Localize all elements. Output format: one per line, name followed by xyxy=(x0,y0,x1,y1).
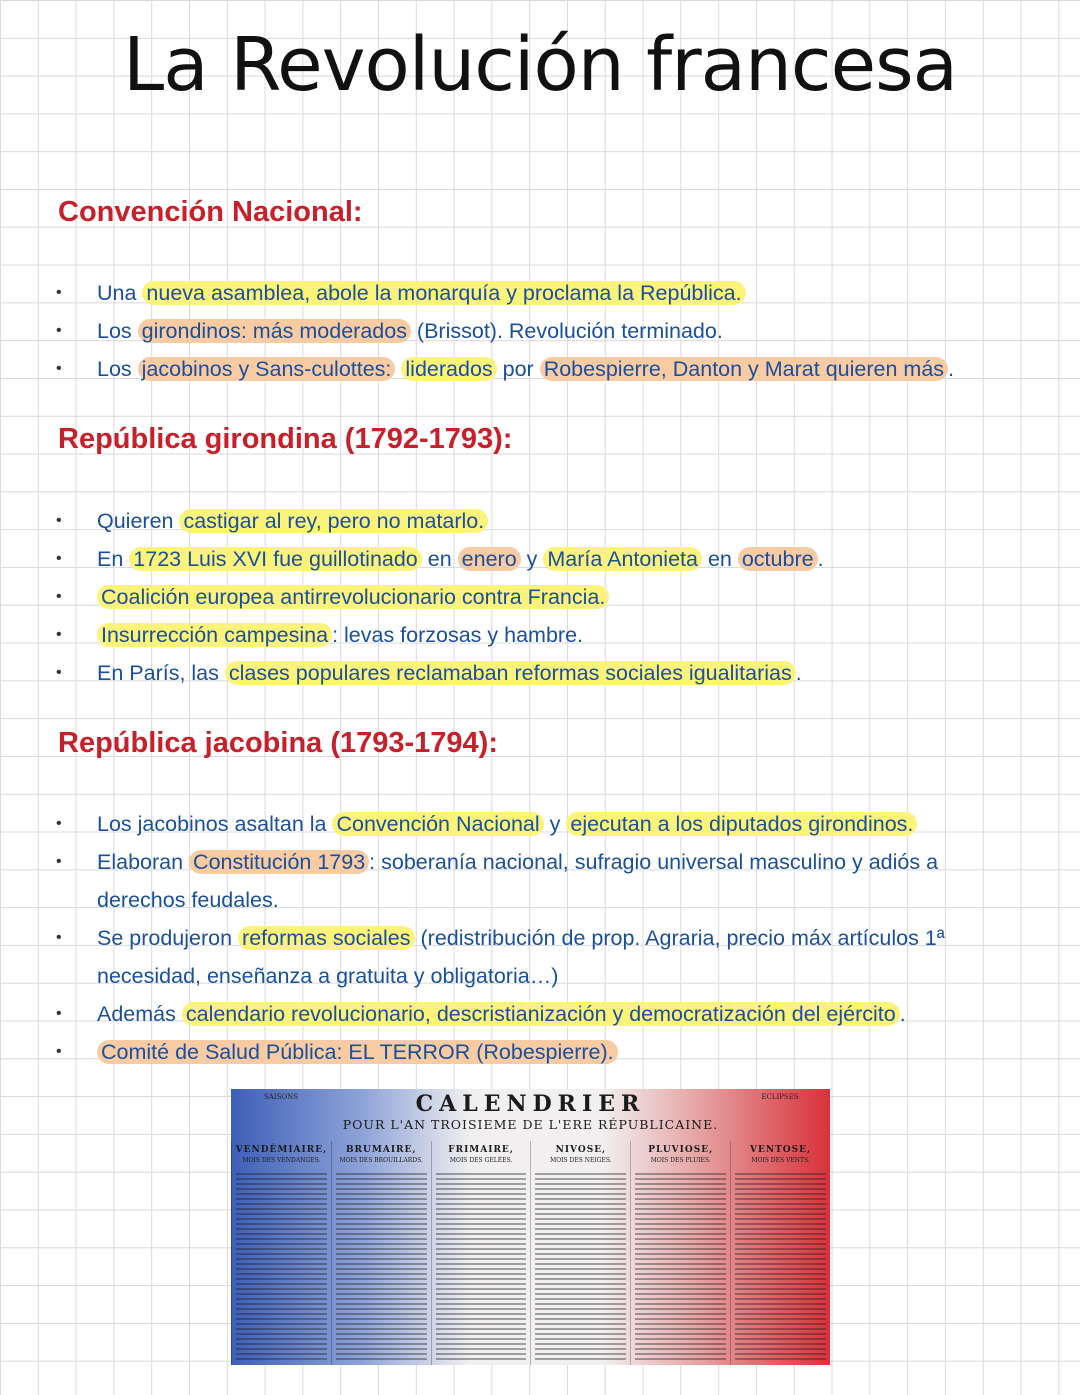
highlighted-text: reformas sociales xyxy=(238,926,414,950)
highlighted-text: Convención Nacional xyxy=(332,812,543,836)
calendar-right-label: ECLIPSES xyxy=(761,1093,799,1101)
text-segment: Elaboran xyxy=(97,850,190,874)
calendar-month-subtitle: MOIS DES GELÉES. xyxy=(449,1157,513,1164)
list-item xyxy=(0,540,1080,578)
calendar-day-lines xyxy=(436,1173,527,1361)
text-segment: En París, las xyxy=(97,661,225,685)
section-heading: Convención Nacional: xyxy=(58,196,363,228)
calendar-month-name: VENDÉMIAIRE, xyxy=(235,1145,328,1155)
list-item xyxy=(0,919,1080,995)
highlighted-text: Coalición europea antirrevolucionario contra Francia. xyxy=(97,585,609,609)
calendar-month-name: VENTOSE, xyxy=(750,1145,812,1155)
list-item xyxy=(0,805,1080,843)
highlighted-text: Constitución 1793 xyxy=(189,850,369,874)
calendar-subtitle: POUR L'AN TROISIEME DE L'ERE RÉPUBLICAINE. xyxy=(342,1117,719,1132)
calendar-month-column xyxy=(630,1141,730,1365)
highlighted-text: clases populares reclamaban reformas sociales igualitarias xyxy=(225,661,796,685)
text-segment: en xyxy=(421,547,458,571)
text-segment: . xyxy=(948,357,955,381)
list-item xyxy=(0,578,1080,616)
text-segment: y xyxy=(520,547,544,571)
highlighted-text: octubre xyxy=(738,547,818,571)
text-segment: Una xyxy=(97,281,143,305)
list-item xyxy=(0,654,1080,692)
text-segment: (redistribución de prop. Agraria, precio máx artículos 1ª necesidad, enseñanza a gratuita y obligatoria…) xyxy=(97,926,945,988)
list-item xyxy=(0,995,1080,1033)
calendar-month-name: FRIMAIRE, xyxy=(448,1145,514,1155)
text-segment: . xyxy=(795,661,802,685)
list-item xyxy=(0,1033,1080,1071)
calendar-day-lines xyxy=(236,1173,327,1361)
highlighted-text: calendario revolucionario, descristianización y democratización del ejército xyxy=(182,1002,900,1026)
section-heading: República jacobina (1793-1794): xyxy=(58,727,498,759)
calendar-day-lines xyxy=(336,1173,427,1361)
text-segment: (Brissot). Revolución terminado. xyxy=(410,319,723,343)
highlighted-text: Comité de Salud Pública: EL TERROR (Robespierre). xyxy=(97,1040,618,1064)
text-segment: : levas forzosas y hambre. xyxy=(332,623,583,647)
revolutionary-calendar-image xyxy=(231,1089,830,1365)
calendar-day-lines xyxy=(635,1173,726,1361)
calendar-month-subtitle: MOIS DES NEIGES. xyxy=(550,1157,612,1164)
text-segment: en xyxy=(701,547,738,571)
highlighted-text: nueva asamblea, abole la monarquía y proclama la República. xyxy=(142,281,745,305)
list-item xyxy=(0,312,1080,350)
calendar-month-column xyxy=(730,1141,830,1365)
calendar-left-label: SAISONS xyxy=(263,1093,299,1101)
highlighted-text: Robespierre, Danton y Marat quieren más xyxy=(540,357,948,381)
text-segment: Además xyxy=(97,1002,182,1026)
highlighted-text: Insurrección campesina xyxy=(97,623,332,647)
text-segment: . xyxy=(899,1002,906,1026)
highlighted-text: ejecutan a los diputados girondinos. xyxy=(566,812,917,836)
page-title: La Revolución francesa xyxy=(122,22,958,108)
calendar-month-subtitle: MOIS DES BROUILLARDS. xyxy=(339,1157,423,1164)
text-segment: Los xyxy=(97,357,138,381)
bullet-list xyxy=(0,805,1080,1071)
highlighted-text: enero xyxy=(458,547,521,571)
calendar-month-column xyxy=(530,1141,630,1365)
text-segment: Se produjeron xyxy=(97,926,239,950)
text-segment: Los xyxy=(97,319,138,343)
section-heading: República girondina (1792-1793): xyxy=(58,423,513,455)
text-segment: por xyxy=(496,357,540,381)
list-item xyxy=(0,843,1080,919)
text-segment: y xyxy=(543,812,567,836)
list-item xyxy=(0,274,1080,312)
highlighted-text: liderados xyxy=(401,357,496,381)
text-segment: : soberanía nacional, sufragio universal masculino y adiós a derechos feudales. xyxy=(97,850,939,912)
bullet-list xyxy=(0,502,1080,692)
bullet-list xyxy=(0,274,1080,388)
calendar-months xyxy=(231,1141,830,1365)
list-item xyxy=(0,350,1080,388)
highlighted-text: jacobinos y Sans-culottes: xyxy=(138,357,396,381)
calendar-month-subtitle: MOIS DES PLUIES. xyxy=(650,1157,711,1164)
highlighted-text: castigar al rey, pero no matarlo. xyxy=(179,509,488,533)
text-segment: . xyxy=(817,547,824,571)
list-item xyxy=(0,502,1080,540)
calendar-month-subtitle: MOIS DES VENTS. xyxy=(751,1157,810,1164)
calendar-month-column xyxy=(231,1141,331,1365)
text-segment: Quieren xyxy=(97,509,180,533)
text-segment: En xyxy=(97,547,130,571)
calendar-title: CALENDRIER xyxy=(415,1091,646,1117)
calendar-month-column xyxy=(331,1141,431,1365)
highlighted-text: María Antonieta xyxy=(543,547,702,571)
highlighted-text: girondinos: más moderados xyxy=(138,319,411,343)
calendar-day-lines xyxy=(735,1173,826,1361)
calendar-month-name: NIVOSE, xyxy=(555,1145,607,1155)
calendar-month-subtitle: MOIS DES VENDANGES. xyxy=(242,1157,321,1164)
list-item xyxy=(0,616,1080,654)
text-segment: Los jacobinos asaltan la xyxy=(97,812,333,836)
highlighted-text: 1723 Luis XVI fue guillotinado xyxy=(129,547,422,571)
calendar-day-lines xyxy=(535,1173,626,1361)
calendar-month-name: BRUMAIRE, xyxy=(345,1145,417,1155)
calendar-month-column xyxy=(431,1141,531,1365)
calendar-month-name: PLUVIOSE, xyxy=(648,1145,714,1155)
